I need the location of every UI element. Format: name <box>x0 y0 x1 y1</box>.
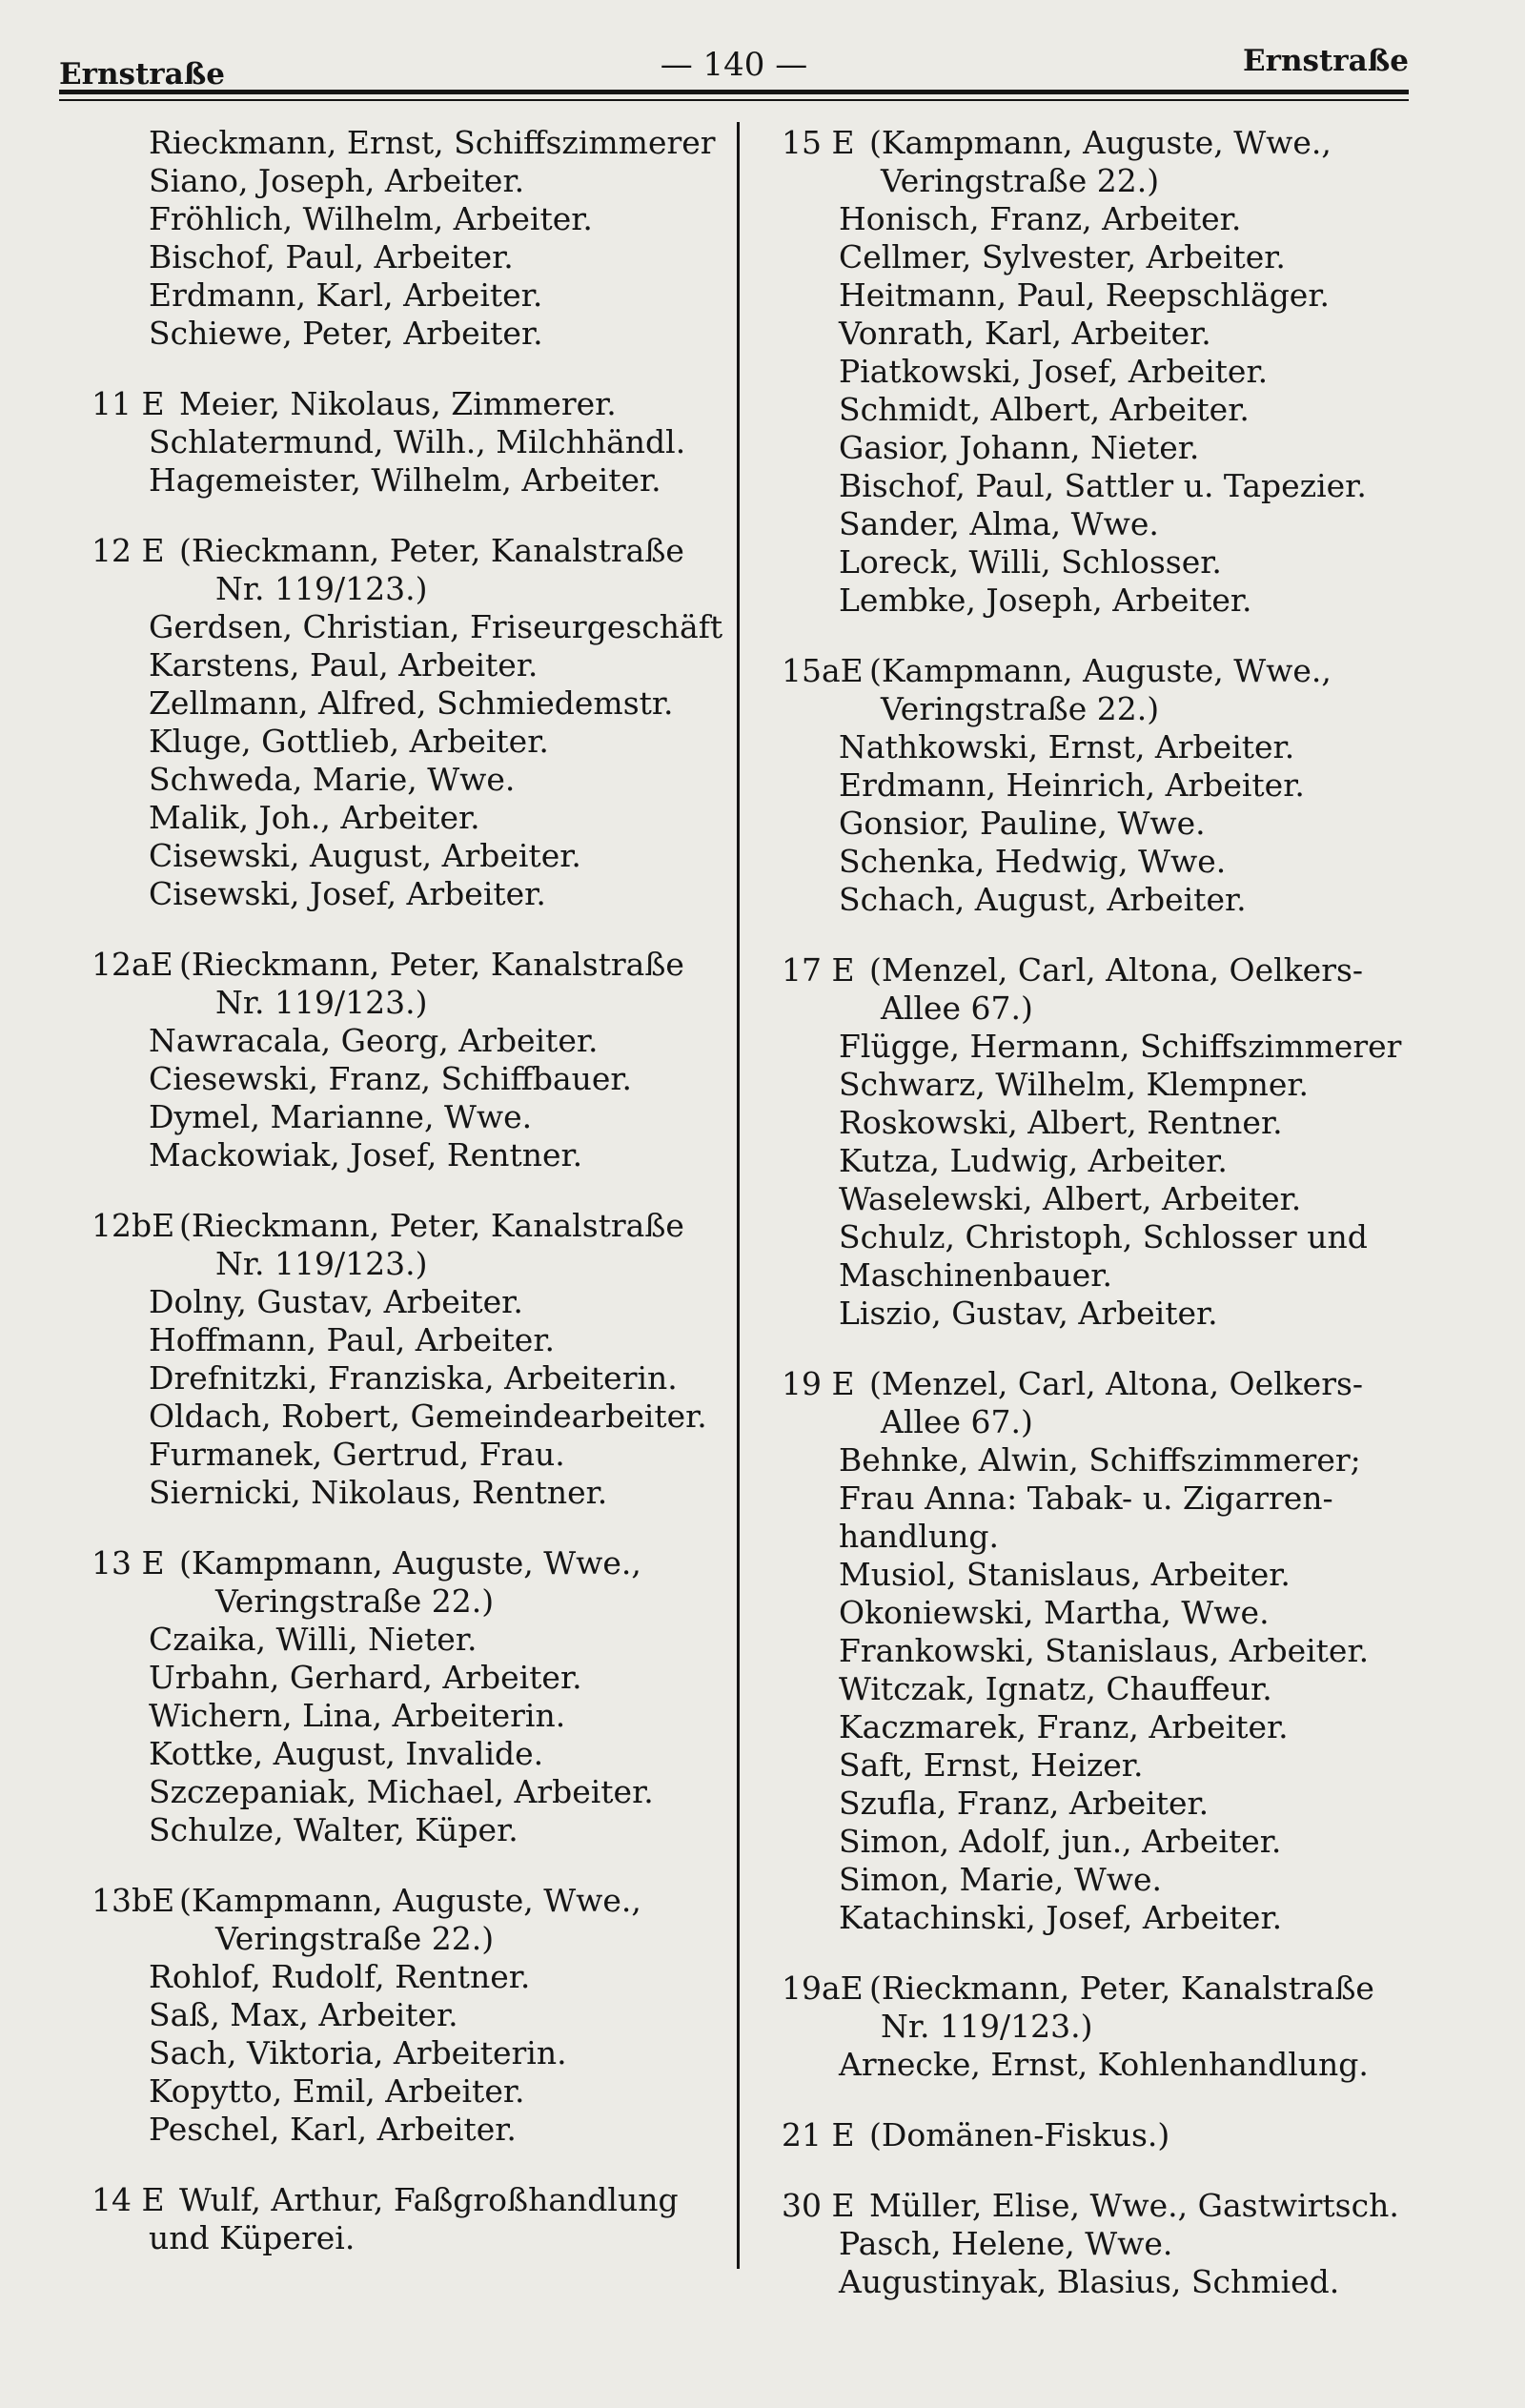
entry-text: (Menzel, Carl, Altona, Oelkers- <box>869 1365 1364 1402</box>
entry-line: Rieckmann, Ernst, Schiffszimmerer <box>149 124 716 161</box>
header-rule-thin <box>59 99 1409 101</box>
header-street-left: Ernstraße <box>59 57 225 92</box>
entry-line: Urbahn, Gerhard, Arbeiter. <box>149 1659 582 1696</box>
house-entry <box>92 1882 730 2149</box>
house-entry <box>782 1365 1449 1937</box>
entry-line: Nr. 119/123.) <box>881 2008 1093 2045</box>
house-entry <box>92 532 730 913</box>
entry-line: Waselewski, Albert, Arbeiter. <box>839 1180 1302 1217</box>
entry-line: Oldach, Robert, Gemeindearbeiter. <box>149 1398 707 1435</box>
entry-line: Veringstraße 22.) <box>881 162 1160 199</box>
entry-line: Szufla, Franz, Arbeiter. <box>839 1785 1210 1822</box>
entry-line <box>782 1969 1449 2008</box>
entry-line <box>782 1365 1449 1403</box>
page-header <box>59 44 1409 92</box>
entry-line: Kottke, August, Invalide. <box>149 1735 544 1772</box>
entry-line: Simon, Adolf, jun., Arbeiter. <box>839 1823 1282 1860</box>
house-entry <box>782 1969 1449 2084</box>
entry-line: Piatkowski, Josef, Arbeiter. <box>839 353 1269 390</box>
entry-line: Erdmann, Heinrich, Arbeiter. <box>839 766 1305 804</box>
entry-line <box>782 951 1449 990</box>
right-column <box>782 124 1449 2334</box>
entry-line: Schach, August, Arbeiter. <box>839 881 1247 918</box>
entry-text: (Rieckmann, Peter, Kanalstraße <box>179 532 684 569</box>
entry-line: Lembke, Joseph, Arbeiter. <box>839 582 1252 619</box>
house-number: 11 E <box>92 385 165 422</box>
entry-line: Schulz, Christoph, Schlosser und <box>839 1218 1368 1255</box>
entry-line: Nr. 119/123.) <box>215 984 428 1021</box>
entry-line: Czaika, Willi, Nieter. <box>149 1621 478 1658</box>
entry-text: (Domänen-Fiskus.) <box>869 2116 1170 2153</box>
entry-line: Karstens, Paul, Arbeiter. <box>149 646 539 684</box>
house-number: 19aE <box>782 1969 864 2007</box>
left-column <box>92 124 730 2290</box>
entry-line: Malik, Joh., Arbeiter. <box>149 799 480 836</box>
entry-line: Sander, Alma, Wwe. <box>839 505 1159 542</box>
entry-line <box>782 2187 1449 2225</box>
entry-line <box>92 1882 730 1920</box>
page-number: — 140 — <box>660 46 808 84</box>
house-number: 15 E <box>782 124 855 161</box>
house-number: 30 E <box>782 2187 855 2224</box>
entry-line: Honisch, Franz, Arbeiter. <box>839 200 1242 237</box>
entry-line: Hoffmann, Paul, Arbeiter. <box>149 1321 555 1358</box>
house-number: 12 E <box>92 532 165 569</box>
entry-line <box>92 532 730 570</box>
entry-text: Meier, Nikolaus, Zimmerer. <box>179 385 617 422</box>
entry-line: Bischof, Paul, Sattler u. Tapezier. <box>839 467 1367 504</box>
house-entry <box>92 946 730 1174</box>
entry-line: Arnecke, Ernst, Kohlenhandlung. <box>839 2046 1369 2083</box>
entry-text: (Menzel, Carl, Altona, Oelkers- <box>869 951 1364 989</box>
entry-line: Schwarz, Wilhelm, Klempner. <box>839 1066 1310 1103</box>
entry-line: Siernicki, Nikolaus, Rentner. <box>149 1474 608 1511</box>
entry-line: Furmanek, Gertrud, Frau. <box>149 1436 565 1473</box>
entry-text: (Kampmann, Auguste, Wwe., <box>179 1544 641 1582</box>
entry-line: Zellmann, Alfred, Schmiedemstr. <box>149 684 674 722</box>
entry-line: Okoniewski, Martha, Wwe. <box>839 1594 1270 1631</box>
house-number: 13bE <box>92 1882 175 1919</box>
entry-line: Roskowski, Albert, Rentner. <box>839 1104 1283 1141</box>
entry-line: Sach, Viktoria, Arbeiterin. <box>149 2034 567 2071</box>
entry-line <box>92 1544 730 1582</box>
entry-line: Wichern, Lina, Arbeiterin. <box>149 1697 566 1734</box>
entry-line: Saß, Max, Arbeiter. <box>149 1996 458 2033</box>
entry-line: Pasch, Helene, Wwe. <box>839 2225 1173 2262</box>
entry-line: Hagemeister, Wilhelm, Arbeiter. <box>149 461 661 499</box>
entry-line: Schenka, Hedwig, Wwe. <box>839 843 1227 880</box>
entry-line: Schmidt, Albert, Arbeiter. <box>839 391 1250 428</box>
entry-line: Schlatermund, Wilh., Milchhändl. <box>149 423 686 460</box>
entry-line: Allee 67.) <box>881 1403 1033 1440</box>
house-number: 19 E <box>782 1365 855 1402</box>
entry-line: Nr. 119/123.) <box>215 1245 428 1282</box>
entry-line: Peschel, Karl, Arbeiter. <box>149 2111 517 2148</box>
entry-text: (Rieckmann, Peter, Kanalstraße <box>179 1207 684 1244</box>
entry-line: Siano, Joseph, Arbeiter. <box>149 162 525 199</box>
header-street-right: Ernstraße <box>1243 44 1409 78</box>
column-divider <box>737 122 740 2269</box>
entry-line <box>782 652 1449 690</box>
entry-line: Schiewe, Peter, Arbeiter. <box>149 315 543 352</box>
entry-line: Dolny, Gustav, Arbeiter. <box>149 1283 523 1320</box>
entry-line: Gonsior, Pauline, Wwe. <box>839 805 1206 842</box>
entry-line <box>782 2116 1449 2154</box>
entry-line: Witczak, Ignatz, Chauffeur. <box>839 1670 1272 1707</box>
entry-line <box>92 1207 730 1245</box>
house-number: 12bE <box>92 1207 175 1244</box>
entry-line <box>782 124 1449 162</box>
entry-line: Nawracala, Georg, Arbeiter. <box>149 1022 599 1059</box>
house-number: 21 E <box>782 2116 855 2153</box>
entry-line: handlung. <box>839 1518 999 1555</box>
entry-text: (Kampmann, Auguste, Wwe., <box>179 1882 641 1919</box>
house-entry <box>92 1207 730 1512</box>
entry-line: Veringstraße 22.) <box>881 690 1160 727</box>
house-entry <box>92 385 730 500</box>
entry-line: Saft, Ernst, Heizer. <box>839 1746 1144 1784</box>
entry-line: Simon, Marie, Wwe. <box>839 1861 1163 1898</box>
entry-line: Cisewski, August, Arbeiter. <box>149 837 581 874</box>
entry-line: und Küperei. <box>149 2219 356 2256</box>
entry-line: Schweda, Marie, Wwe. <box>149 761 516 798</box>
entry-line: Drefnitzki, Franziska, Arbeiterin. <box>149 1359 678 1397</box>
entry-line: Cisewski, Josef, Arbeiter. <box>149 875 546 912</box>
entry-line: Erdmann, Karl, Arbeiter. <box>149 276 543 314</box>
house-entry <box>782 2187 1449 2301</box>
entry-line: Liszio, Gustav, Arbeiter. <box>839 1295 1218 1332</box>
entry-line: Frankowski, Stanislaus, Arbeiter. <box>839 1632 1370 1669</box>
entry-line: Gasior, Johann, Nieter. <box>839 429 1200 466</box>
entry-text: (Kampmann, Auguste, Wwe., <box>869 652 1332 689</box>
entry-line: Nr. 119/123.) <box>215 570 428 607</box>
entry-line: Kluge, Gottlieb, Arbeiter. <box>149 723 549 760</box>
entry-line: Dymel, Marianne, Wwe. <box>149 1098 533 1135</box>
house-entry <box>782 652 1449 919</box>
entry-line: Heitmann, Paul, Reepschläger. <box>839 276 1330 314</box>
entry-line: Kopytto, Emil, Arbeiter. <box>149 2072 525 2110</box>
entry-text: (Rieckmann, Peter, Kanalstraße <box>179 946 684 983</box>
entry-text: Müller, Elise, Wwe., Gastwirtsch. <box>869 2187 1399 2224</box>
house-number: 13 E <box>92 1544 165 1582</box>
entry-text: Wulf, Arthur, Faßgroßhandlung <box>179 2181 679 2218</box>
entry-line: Behnke, Alwin, Schiffszimmerer; <box>839 1441 1361 1479</box>
entry-line: Bischof, Paul, Arbeiter. <box>149 238 514 275</box>
entry-line: Fröhlich, Wilhelm, Arbeiter. <box>149 200 593 237</box>
entry-text: (Kampmann, Auguste, Wwe., <box>869 124 1332 161</box>
house-entry <box>782 2116 1449 2154</box>
entry-line: Szczepaniak, Michael, Arbeiter. <box>149 1773 654 1810</box>
entry-line: Frau Anna: Tabak- u. Zigarren- <box>839 1479 1333 1517</box>
header-rule-thick <box>59 90 1409 94</box>
house-number: 12aE <box>92 946 173 983</box>
entry-line <box>92 385 730 423</box>
entry-line: Flügge, Hermann, Schiffszimmerer <box>839 1028 1402 1065</box>
house-entry <box>782 124 1449 620</box>
entry-line: Loreck, Willi, Schlosser. <box>839 543 1222 581</box>
entry-line: Ciesewski, Franz, Schiffbauer. <box>149 1060 633 1097</box>
entry-line: Kaczmarek, Franz, Arbeiter. <box>839 1708 1289 1745</box>
entry-line: Gerdsen, Christian, Friseurgeschäft <box>149 608 723 645</box>
entry-text: (Rieckmann, Peter, Kanalstraße <box>869 1969 1374 2007</box>
entry-line: Mackowiak, Josef, Rentner. <box>149 1136 583 1173</box>
entry-line: Rohlof, Rudolf, Rentner. <box>149 1958 531 1995</box>
house-entry <box>782 951 1449 1333</box>
house-number: 14 E <box>92 2181 165 2218</box>
entry-line <box>92 2181 730 2219</box>
entry-line: Kutza, Ludwig, Arbeiter. <box>839 1142 1228 1179</box>
entry-line: Cellmer, Sylvester, Arbeiter. <box>839 238 1286 275</box>
house-entry <box>92 2181 730 2257</box>
entry-line <box>92 946 730 984</box>
entry-line: Schulze, Walter, Küper. <box>149 1811 518 1848</box>
house-entry <box>92 1544 730 1849</box>
entry-line: Nathkowski, Ernst, Arbeiter. <box>839 728 1295 765</box>
entry-line: Musiol, Stanislaus, Arbeiter. <box>839 1556 1291 1593</box>
entry-line: Katachinski, Josef, Arbeiter. <box>839 1899 1283 1936</box>
house-number: 17 E <box>782 951 855 989</box>
entry-line: Veringstraße 22.) <box>215 1920 495 1957</box>
entry-line: Vonrath, Karl, Arbeiter. <box>839 315 1211 352</box>
house-entry <box>92 124 730 353</box>
house-number: 15aE <box>782 652 864 689</box>
entry-line: Augustinyak, Blasius, Schmied. <box>839 2263 1340 2300</box>
entry-line: Maschinenbauer. <box>839 1256 1112 1294</box>
entry-line: Allee 67.) <box>881 990 1033 1027</box>
entry-line: Veringstraße 22.) <box>215 1582 495 1620</box>
